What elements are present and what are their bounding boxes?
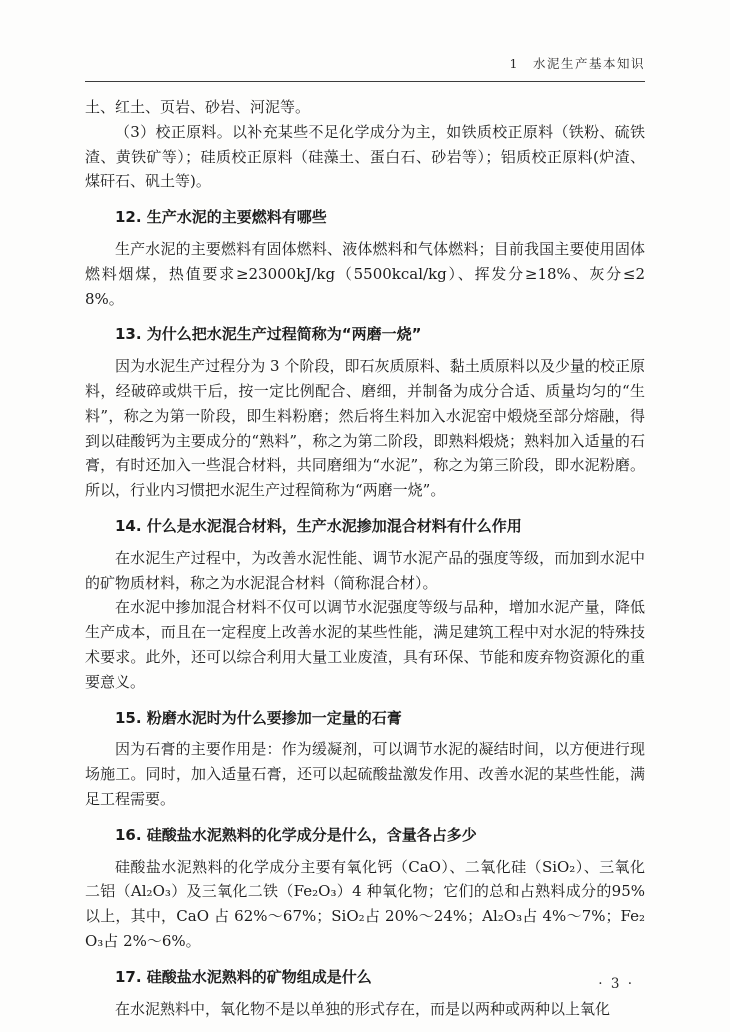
section-heading: 16. 硅酸盐水泥熟料的化学成分是什么，含量各占多少 [115,825,477,844]
section-heading: 14. 什么是水泥混合材料，生产水泥掺加混合材料有什么作用 [115,516,522,535]
body-paragraph: 土、红土、页岩、砂岩、河泥等。 [85,98,311,116]
section-heading: 12. 生产水泥的主要燃料有哪些 [115,208,327,227]
body-paragraph: （3）校正原料。以补充某些不足化学成分为主，如铁质校正原料（铁粉、硫铁渣、黄铁矿等）；硅质校正原料（硅藻土、蛋白石、砂岩等）；铝质校正原料(炉渣、煤矸石、矾土等)。 [85,122,645,191]
page-header [85,54,645,81]
section-heading: 17. 硅酸盐水泥熟料的矿物组成是什么 [115,967,372,986]
body-paragraph: 生产水泥的主要燃料有固体燃料、液体燃料和气体燃料；目前我国主要使用固体燃料烟煤，热值要求≥23000kJ/kg（5500kcal/kg）、挥发分≥18%、灰分≤28%。 [85,239,645,308]
body-paragraph: 因为石膏的主要作用是：作为缓凝剂，可以调节水泥的凝结时间，以方便进行现场施工。同时，加入适量石膏，还可以起硫酸盐激发作用、改善水泥的某些性能，满足工程需要。 [85,740,645,808]
body-paragraph: 因为水泥生产过程分为 3 个阶段，即石灰质原料、黏土质原料以及少量的校正原料，经破碎或烘干后，按一定比例配合、磨细，并制备为成分合适、质量均匀的“生料”，称之为第一阶段，即生料粉磨；然后将生料加入水泥窑中煅烧至部分熔融，得到以硅酸钙为主要成分的“熟料”，称之为第二阶段，即熟料煅烧；熟料加入适量的石膏，有时还加入一些混合材料，共同磨细为“水泥”，称之为第三阶段，即水泥粉磨。所以，行业内习惯把水泥生产过程简称为“两磨一烧”。 [85,357,645,500]
section-heading: 15. 粉磨水泥时为什么要掺加一定量的石膏 [115,708,402,727]
page-content [85,95,645,1021]
section-heading: 13. 为什么把水泥生产过程简称为“两磨一烧” [115,325,422,344]
body-paragraph: 在水泥中掺加混合材料不仅可以调节水泥强度等级与品种，增加水泥产量，降低生产成本，而且在一定程度上改善水泥的某些性能，满足建筑工程中对水泥的特殊技术要求。此外，还可以综合利用大量工业废渣，具有环保、节能和废弃物资源化的重要意义。 [85,598,645,691]
chapter-title: 1 水泥生产基本知识 [509,56,645,71]
body-paragraph: 在水泥熟料中，氧化物不是以单独的形式存在，而是以两种或两种以上氧化 [115,999,611,1018]
header-rule [85,81,645,82]
body-paragraph: 硅酸盐水泥熟料的化学成分主要有氧化钙（CaO）、二氧化硅（SiO₂）、三氧化二铝（Al₂O₃）及三氧化二铁（Fe₂O₃）4 种氧化物；它们的总和占熟料成分的95%以上，其中，CaO 占 62%～67%；SiO₂占 20%～24%；Al₂O₃占 4%～7%；Fe₂O₃占 2%～6%。 [85,857,645,950]
body-paragraph: 在水泥生产过程中，为改善水泥性能、调节水泥产品的强度等级，而加到水泥中的矿物质材料，称之为水泥混合材料（简称混合材）。 [85,548,645,592]
page-number: · 3 · [598,976,634,992]
